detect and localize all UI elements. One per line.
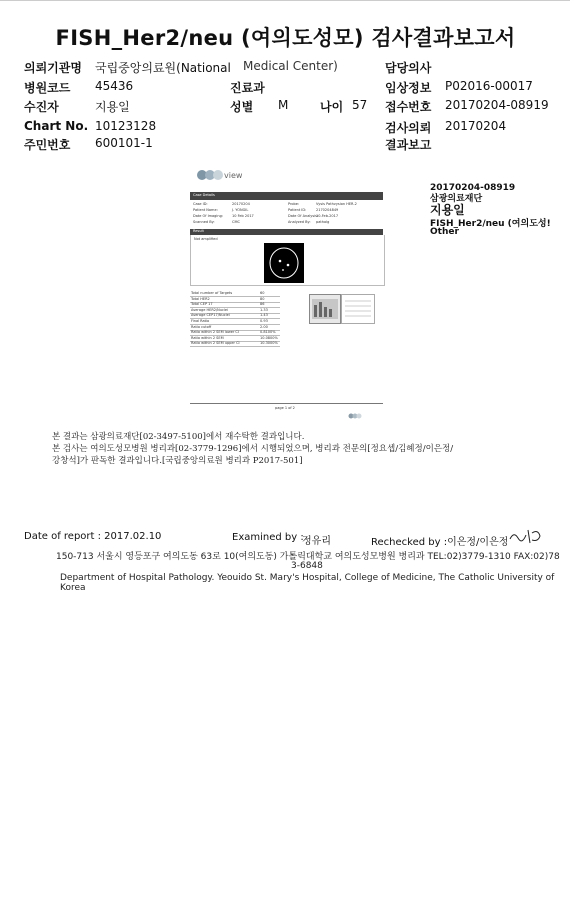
resident-no-label: 주민번호: [24, 138, 71, 152]
stats-value: 1.33: [260, 307, 268, 312]
stats-label: Total number of Targets: [191, 291, 233, 295]
department-line: Department of Hospital Pathology. Yeouido St. Mary's Hospital, College of Medicine, The Catholic University of Korea: [60, 573, 555, 593]
case-details-header: Case Details: [193, 193, 215, 197]
patient-label: 수진자: [24, 100, 59, 114]
stats-value: 80: [260, 296, 265, 301]
scan-footer-line: [190, 403, 383, 404]
case-cell: 10-Feb-2017: [316, 214, 339, 218]
hospital-code-value: 45436: [95, 79, 134, 93]
sex-value: M: [278, 98, 289, 112]
stats-label: Total HER2: [191, 296, 210, 301]
receipt-value: 20170204-08919: [445, 98, 549, 112]
request-date-label: 검사의뢰: [385, 121, 432, 135]
case-cell: Patient Name:: [193, 208, 218, 212]
receipt-label: 접수번호: [385, 100, 432, 114]
legend-box: [341, 294, 375, 324]
result-header: Result: [193, 229, 204, 233]
stats-value: 10.0800%: [260, 335, 278, 340]
case-cell: Probe:: [288, 202, 300, 206]
stats-label: Average CEP17/Nuclei: [191, 313, 230, 318]
case-cell: Analyzed By:: [288, 220, 311, 224]
report-date: Date of report : 2017.02.10: [24, 531, 162, 542]
address-line-2: 3-6848: [291, 561, 323, 571]
age-value: 57: [352, 98, 368, 112]
stats-row: [190, 341, 280, 347]
bioview-logo: [196, 167, 246, 181]
note-line-3: 강창석]가 판독한 결과입니다.[국립중앙의료원 병리과 P2017-501]: [52, 456, 303, 466]
stats-label: Ratio within 2 SEM lower CI: [191, 330, 239, 335]
report-title: FISH_Her2/neu (여의도성모) 검사결과보고서: [55, 26, 516, 50]
stats-value: 60: [260, 291, 265, 295]
case-cell: CMC: [232, 220, 240, 224]
histogram-image: [309, 294, 341, 324]
stats-label: Average HER2/Nuclei: [191, 307, 229, 312]
bioview-small-logo: [348, 405, 364, 413]
rechecked-by: Rechecked by :이은정/이은정: [371, 537, 509, 548]
stamp-patient-name: 지용일: [430, 203, 465, 217]
case-cell: Scanned By:: [193, 220, 215, 224]
stamp-receipt-no: 20170204-08919: [430, 183, 516, 193]
stats-value: 2.00: [260, 324, 268, 329]
institution-value-cont: Medical Center): [243, 59, 338, 73]
case-cell: Vysis Pathvysion HER-2: [316, 202, 357, 206]
stats-value: 1.43: [260, 313, 268, 318]
attending-label: 담당의사: [385, 61, 432, 75]
stats-value: 86: [260, 302, 265, 307]
case-cell: Date Of Imaging:: [193, 214, 223, 218]
case-cell: patholg: [316, 220, 330, 224]
case-cell: Date Of Analysis:: [288, 214, 319, 218]
resident-no-value: 600101-1: [95, 136, 153, 150]
clinical-info-label: 임상정보: [385, 81, 432, 95]
stats-label: Ratio within 2 SEM: [191, 335, 224, 340]
hospital-code-label: 병원코드: [24, 81, 71, 95]
chart-no-value: 10123128: [95, 119, 157, 133]
examined-by-value: 정유리: [302, 536, 331, 547]
stamp-lab-name: 삼광의료재단: [430, 194, 483, 204]
stats-value: 0.93: [260, 319, 268, 323]
note-line-2: 본 검사는 여의도성모병원 병리과[02-3779-1296]에서 시행되었으며, 병리과 전문의[정요셉/김혜정/이은정/: [52, 444, 454, 454]
institution-label: 의뢰기관명: [24, 61, 82, 75]
case-cell: 2170204849: [316, 208, 339, 212]
address-line-1: 150-713 서울시 영등포구 여의도동 63로 10(여의도동) 가톨릭대학교 여의도성모병원 병리과 TEL:02)3779-1310 FAX:02)78: [56, 552, 560, 562]
stats-label: Total CEP 17: [191, 302, 213, 307]
top-border: [0, 0, 570, 1]
age-label: 나이: [320, 100, 344, 114]
stamp-other: Other: [430, 227, 459, 237]
case-details-bar: [190, 192, 383, 200]
stats-label: Ratio within 2 SEM upper CI: [191, 341, 240, 346]
chart-no-label: Chart No.: [24, 119, 89, 133]
stamp-test-name: FISH_Her2/neu (여의도성!: [430, 219, 551, 229]
stats-label: Final Ratio: [191, 319, 210, 323]
case-cell: Case ID:: [193, 202, 208, 206]
case-cell: Patient ID:: [288, 208, 307, 212]
request-date-value: 20170204: [445, 119, 507, 133]
case-cell: 10 Feb 2017: [232, 214, 254, 218]
result-panel: [190, 235, 385, 286]
stats-value: 10.3000%: [260, 341, 278, 346]
case-cell: 20170204: [232, 202, 250, 206]
sex-label: 성별: [230, 100, 254, 114]
fish-cell-image: [264, 243, 304, 283]
logo-text: view: [224, 171, 243, 180]
patient-value: 지용일: [95, 100, 130, 114]
institution-value: 국립중앙의료원(National: [95, 61, 231, 75]
report-label: 결과보고: [385, 138, 432, 152]
dept-label: 진료과: [230, 81, 265, 95]
case-details-table: [190, 201, 383, 227]
statistics-table: [190, 291, 280, 347]
result-text: Not amplified: [194, 237, 218, 241]
note-line-1: 본 결과는 삼광의료재단[02-3497-5100]에서 재수탁한 결과입니다.: [52, 432, 305, 442]
stats-value: 0.8100%: [260, 330, 276, 335]
scan-page-number: page 1 of 2: [275, 406, 295, 410]
case-cell: J. YONGIL: [232, 208, 249, 212]
signature-image: [508, 527, 548, 545]
clinical-info-value: P02016-00017: [445, 79, 533, 93]
examined-by-label: Examined by :: [232, 532, 304, 543]
stats-label: Ratio cutoff: [191, 324, 212, 329]
